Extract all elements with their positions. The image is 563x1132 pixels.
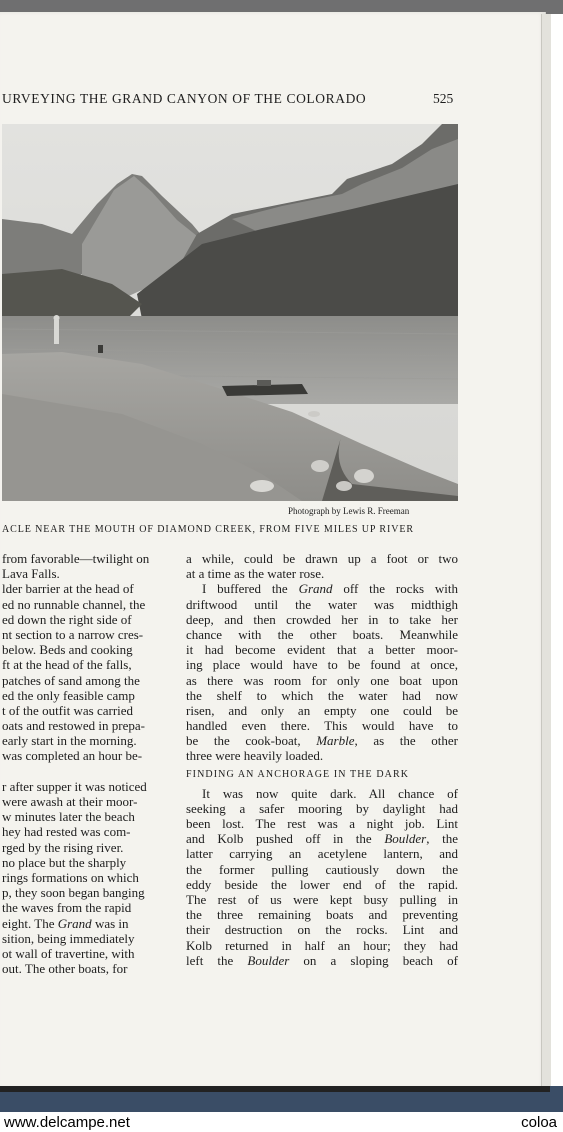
text-line: sition, being immediately	[2, 930, 135, 946]
text-line: ed down the right side of	[2, 611, 132, 627]
text-line: risen, and only an empty one could be	[186, 702, 458, 718]
text-line: latter carrying an acetylene lantern, and	[186, 846, 458, 862]
text-line: lder barrier at the head of	[2, 581, 134, 597]
text-line: nt section to a narrow cres-	[2, 626, 144, 642]
left-column	[2, 551, 170, 976]
text-line: out. The other boats, for	[2, 961, 128, 977]
text-line: w minutes later the beach	[2, 809, 135, 825]
text-line: rings formations on which	[2, 869, 139, 885]
text-line: patches of sand among the	[2, 672, 140, 688]
photo-credit: Photograph by Lewis R. Freeman	[288, 506, 410, 516]
text-line: ed no runnable channel, the	[2, 596, 146, 612]
text-line: at a time as the water rose.	[186, 566, 325, 582]
text-line: from favorable—twilight on	[2, 551, 150, 566]
section-subheading: FINDING AN ANCHORAGE IN THE DARK	[186, 768, 410, 780]
text-line: r after supper it was noticed	[2, 778, 147, 794]
text-line: p, they soon began banging	[2, 885, 145, 901]
text-line: were awash at their moor-	[2, 794, 138, 809]
running-title: URVEYING THE GRAND CANYON OF THE COLORADO	[2, 91, 367, 106]
text-line: be the cook-boat, Marble, as the other	[186, 733, 458, 749]
paragraph-gap	[2, 764, 170, 779]
page-edge	[541, 14, 551, 1086]
text-line: chance with the other boats. Meanwhile	[186, 626, 458, 642]
page-shadow	[0, 1086, 550, 1092]
text-line: as there was room for only one boat upon	[186, 672, 458, 688]
text-line: the waves from the rapid	[2, 900, 132, 916]
page-number: 525	[433, 91, 454, 106]
text-line: ed the only feasible camp	[2, 687, 135, 703]
text-line: rged by the rising river.	[2, 839, 124, 855]
text-line: the three remaining boats and preventing	[186, 907, 458, 923]
text-line: was completed an hour be-	[2, 748, 143, 764]
text-line: handled even there. This would have to	[186, 718, 458, 734]
text-line: no place but the sharply	[2, 854, 127, 870]
text-line: eddy beside the lower end of the rapid.	[186, 876, 458, 892]
text-line: their destruction on the rocks. Lint and	[186, 922, 458, 938]
book-binding-edge	[0, 1086, 563, 1112]
text-line: I buffered the Grand off the rocks with	[202, 581, 458, 597]
text-line: deep, and then crowded her in to take her	[186, 611, 458, 627]
canyon-photograph	[2, 124, 458, 501]
text-line: hey had rested was com-	[2, 824, 131, 840]
text-line: three were heavily loaded.	[186, 748, 324, 764]
text-line: It was now quite dark. All chance of	[202, 785, 458, 801]
text-line: driftwood until the water was midthigh	[186, 596, 458, 612]
photo-caption: ACLE NEAR THE MOUTH OF DIAMOND CREEK, FROM FIVE MILES UP RIVER	[2, 524, 414, 535]
text-line: below. Beds and cooking	[2, 642, 133, 658]
right-column	[186, 551, 458, 968]
text-line: seeking a safer mooring by daylight had	[186, 800, 458, 816]
text-line: and Kolb pushed off in the Boulder, the	[186, 831, 458, 847]
text-line: oats and restowed in prepa-	[2, 718, 145, 734]
text-line: eight. The Grand was in	[2, 915, 129, 931]
text-line: Lava Falls.	[2, 566, 60, 582]
text-line: the shelf to which the water had now	[186, 687, 458, 703]
text-line: Kolb returned in half an hour; they had	[186, 937, 458, 953]
text-line: it had become evident that a better moor-	[186, 642, 458, 658]
text-line: left the Boulder on a sloping beach of	[186, 952, 458, 968]
text-line: the former pulling cautiously down the	[186, 861, 458, 877]
text-line: t of the outfit was carried	[2, 702, 134, 718]
text-line: ot wall of travertine, with	[2, 945, 135, 961]
text-line: The rest of us were kept busy pulling in	[186, 891, 458, 907]
text-line: early start in the morning.	[2, 733, 137, 749]
watermark-seller: coloa	[521, 1114, 557, 1131]
watermark-url: www.delcampe.net	[4, 1114, 130, 1131]
text-line: ft at the head of the falls,	[2, 657, 132, 673]
text-line: a while, could be drawn up a foot or two	[186, 551, 458, 566]
text-line: ing place would have to be found at once,	[186, 657, 458, 673]
text-line: been lost. The rest was a night job. Lint	[186, 816, 458, 831]
